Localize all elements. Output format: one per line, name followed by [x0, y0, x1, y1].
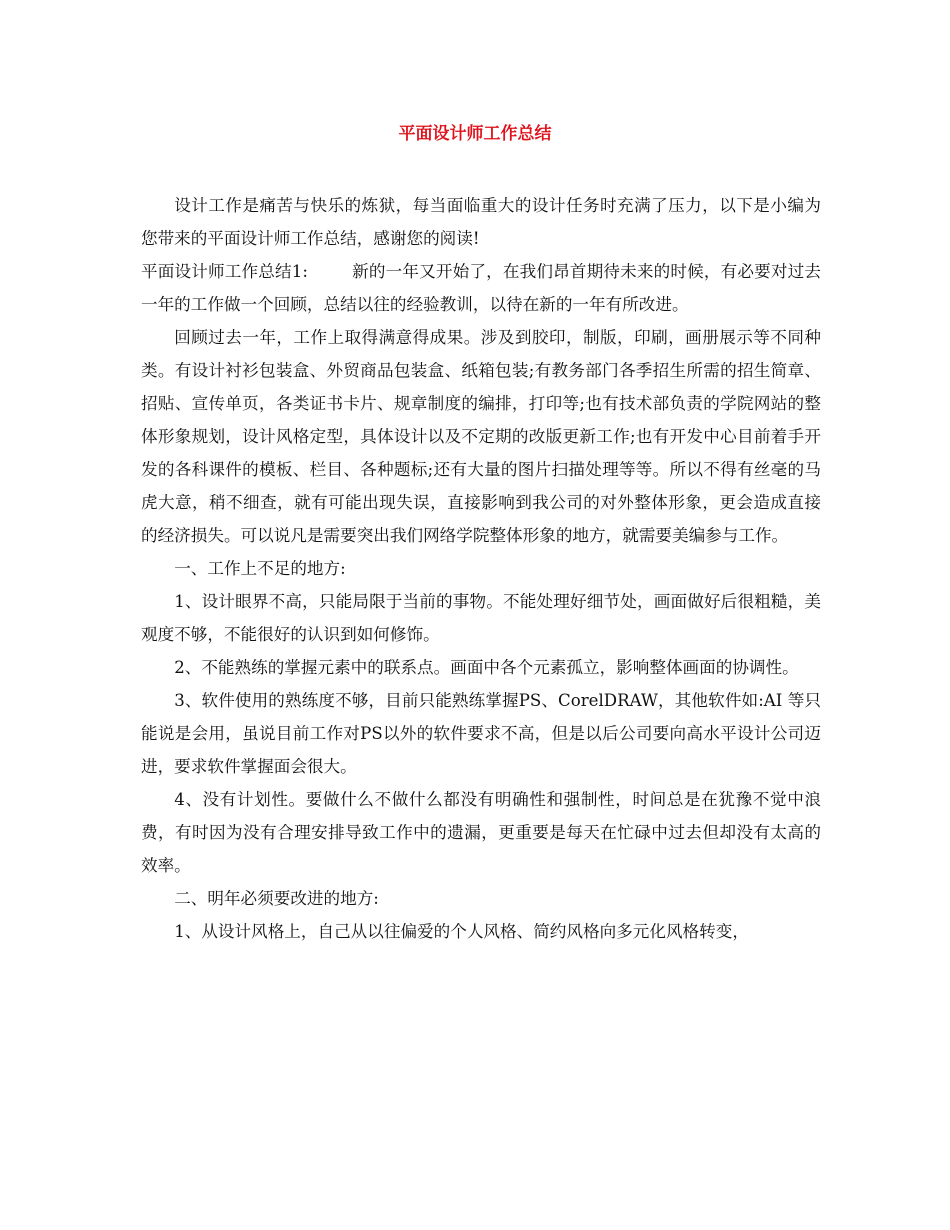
paragraph-shortcoming-1: 1、设计眼界不高，只能局限于当前的事物。不能处理好细节处，画面做好后很粗糙，美观度不够，不能很好的认识到如何修饰。 [141, 592, 821, 644]
paragraph-intro: 设计工作是痛苦与快乐的炼狱，每当面临重大的设计任务时充满了压力，以下是小编为您带来的平面设计师工作总结，感谢您的阅读! [141, 196, 821, 248]
document-title: 平面设计师工作总结 [398, 124, 552, 144]
heading-improvements: 二、明年必须要改进的地方: [174, 889, 379, 908]
paragraph-section-one [141, 255, 821, 321]
paragraph-improvement-1: 1、从设计风格上，自己从以往偏爱的个人风格、简约风格向多元化风格转变， [174, 922, 749, 941]
paragraph-shortcoming-4: 4、没有计划性。要做什么不做什么都没有明确性和强制性，时间总是在犹豫不觉中浪费，有时因为没有合理安排导致工作中的遗漏，更重要是每天在忙碌中过去但却没有太高的效率。 [141, 790, 821, 875]
paragraph-shortcoming-3: 3、软件使用的熟练度不够，目前只能熟练掌握PS、CorelDRAW，其他软件如:AI 等只能说是会用，虽说目前工作对PS以外的软件要求不高，但是以后公司要向高水平设计公司迈进，要求软件掌握面会很大。 [141, 691, 821, 776]
paragraph-review: 回顾过去一年，工作上取得满意得成果。涉及到胶印，制版，印刷，画册展示等不同种类。有设计衬衫包装盒、外贸商品包装盒、纸箱包装;有教务部门各季招生所需的招生简章、招贴、宣传单页，各类证书卡片、规章制度的编排，打印等;也有技术部负责的学院网站的整体形象规划，设计风格定型，具体设计以及不定期的改版更新工作;也有开发中心目前着手开发的各科课件的模板、栏目、各种题标;还有大量的图片扫描处理等等。所以不得有丝毫的马虎大意，稍不细查，就有可能出现失误，直接影响到我公司的对外整体形象，更会造成直接的经济损失。可以说凡是需要突出我们网络学院整体形象的地方，就需要美编参与工作。 [141, 328, 821, 545]
heading-shortcomings: 一、工作上不足的地方: [174, 559, 346, 578]
paragraph-shortcoming-2: 2、不能熟练的掌握元素中的联系点。画面中各个元素孤立，影响整体画面的协调性。 [174, 658, 799, 677]
section-one-label: 平面设计师工作总结1: [141, 262, 308, 281]
document-body [141, 189, 821, 948]
section-one-text: 新的一年又开始了，在我们昂首期待未来的时候，有必要对过去一年的工作做一个回顾，总结以往的经验教训，以待在新的一年有所改进。 [141, 262, 821, 314]
